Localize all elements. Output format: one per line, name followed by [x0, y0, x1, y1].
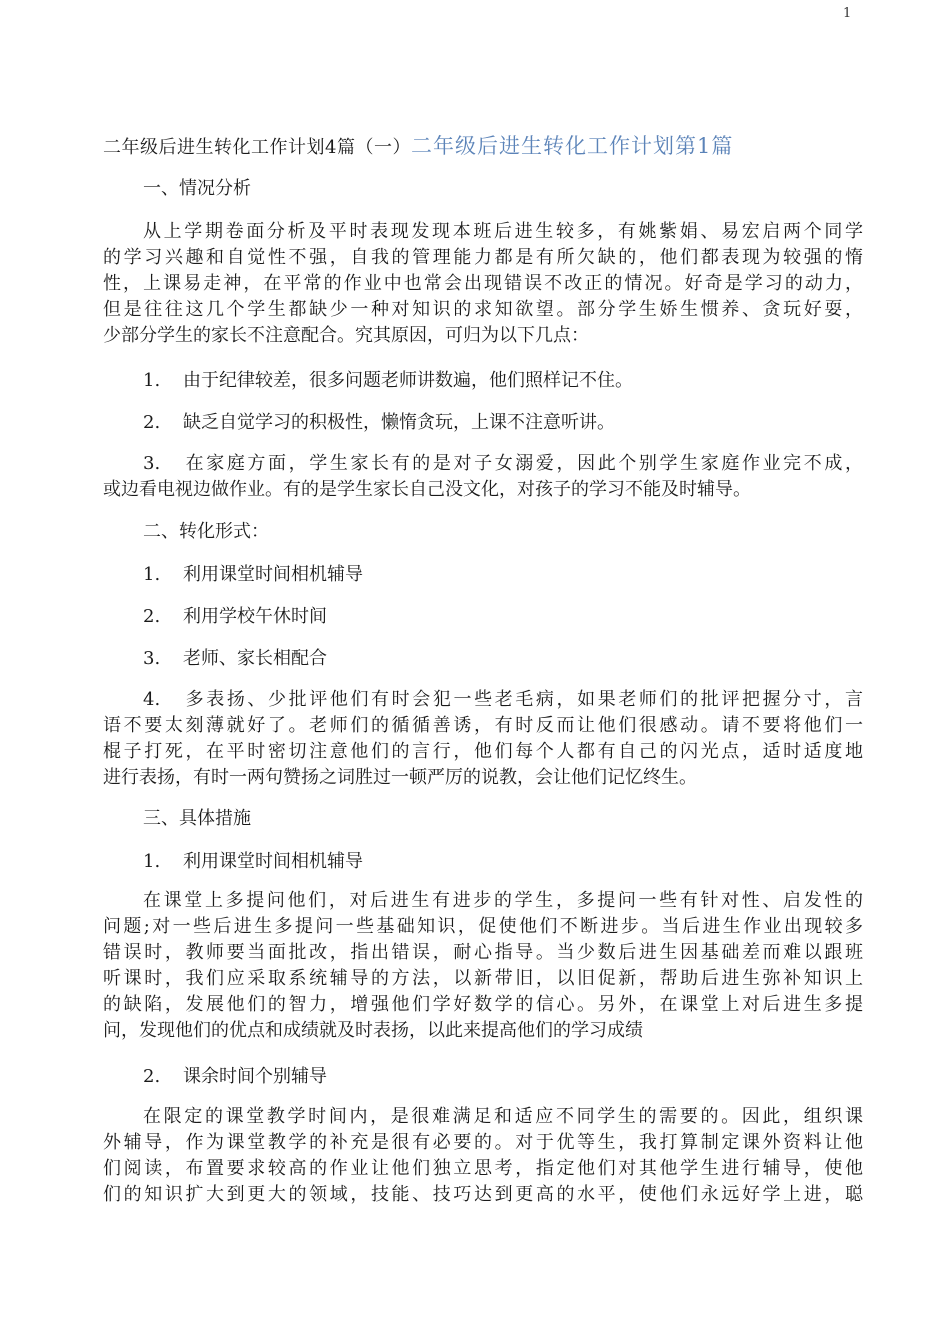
paragraph-line: 外辅导，作为课堂教学的补充是很有必要的。对于优等生，我打算制定课外资料让他 [103, 1132, 863, 1153]
paragraph-line: 错误时，教师要当面批改，指出错误，耐心指导。当少数后进生因基础差而难以跟班 [103, 942, 863, 963]
document-title [103, 130, 863, 160]
list-text: 在家庭方面，学生家长有的是对子女溺爱，因此个别学生家庭作业完不成， [183, 453, 863, 474]
list-number: 4. [143, 689, 161, 710]
list-item [143, 604, 327, 630]
list-text: 利用学校午休时间 [183, 606, 327, 627]
list-text: 多表扬、少批评他们有时会犯一些老毛病，如果老师们的批评把握分寸，言 [183, 689, 863, 710]
list-text: 由于纪律较差，很多问题老师讲数遍，他们照样记不住。 [183, 370, 633, 391]
list-item [143, 451, 863, 477]
section-heading-1: 一、情况分析 [143, 178, 251, 199]
paragraph-line: 问，发现他们的优点和成绩就及时表扬，以此来提高他们的学习成绩 [103, 1020, 643, 1041]
paragraph-line: 在限定的课堂教学时间内，是很难满足和适应不同学生的需要的。因此，组织课 [143, 1106, 863, 1127]
list-item [143, 1064, 327, 1090]
paragraph-line: 或边看电视边做作业。有的是学生家长自己没文化，对孩子的学习不能及时辅导。 [103, 479, 751, 500]
paragraph-line: 们阅读，布置要求较高的作业让他们独立思考，指定他们对其他学生进行辅导，使他 [103, 1158, 863, 1179]
list-number: 1. [143, 370, 161, 391]
list-number: 3. [143, 648, 161, 669]
title-prefix: 二年级后进生转化工作计划4篇（一） [103, 137, 411, 158]
page-number: 1 [843, 6, 852, 21]
list-item [143, 849, 363, 875]
paragraph-line: 问题;对一些后进生多提问一些基础知识，促使他们不断进步。当后进生作业出现较多 [103, 916, 863, 937]
list-number: 2. [143, 606, 161, 627]
paragraph-line: 听课时，我们应采取系统辅导的方法，以新带旧，以旧促新，帮助后进生弥补知识上 [103, 968, 863, 989]
list-item [143, 687, 863, 713]
list-number: 2. [143, 412, 161, 433]
paragraph-line: 们的知识扩大到更大的领域，技能、技巧达到更高的水平，使他们永远好学上进，聪 [103, 1184, 863, 1205]
paragraph-line: 棍子打死，在平时密切注意他们的言行，他们每个人都有自己的闪光点，适时适度地 [103, 741, 863, 762]
list-item [143, 646, 327, 672]
paragraph-line: 但是往往这几个学生都缺少一种对知识的求知欲望。部分学生娇生惯养、贪玩好耍， [103, 299, 863, 320]
list-number: 2. [143, 1066, 161, 1087]
section-heading-3: 三、具体措施 [143, 808, 251, 829]
list-number: 3. [143, 453, 161, 474]
list-text: 课余时间个别辅导 [183, 1066, 327, 1087]
paragraph-line: 少部分学生的家长不注意配合。究其原因，可归为以下几点： [103, 325, 589, 346]
list-item [143, 368, 633, 394]
paragraph-line: 从上学期卷面分析及平时表现发现本班后进生较多，有姚紫娟、易宏启两个同学 [143, 221, 863, 242]
list-number: 1. [143, 851, 161, 872]
section-heading-2: 二、转化形式： [143, 521, 269, 542]
list-number: 1. [143, 564, 161, 585]
paragraph-line: 在课堂上多提问他们，对后进生有进步的学生，多提问一些有针对性、启发性的 [143, 890, 863, 911]
list-text: 利用课堂时间相机辅导 [183, 564, 363, 585]
list-text: 利用课堂时间相机辅导 [183, 851, 363, 872]
paragraph-line: 的缺陷，发展他们的智力，增强他们学好数学的信心。另外，在课堂上对后进生多提 [103, 994, 863, 1015]
list-text: 缺乏自觉学习的积极性，懒惰贪玩，上课不注意听讲。 [183, 412, 615, 433]
title-main-heading: 二年级后进生转化工作计划第1篇 [410, 134, 734, 158]
paragraph-line: 的学习兴趣和自觉性不强，自我的管理能力都是有所欠缺的，他们都表现为较强的惰 [103, 247, 863, 268]
list-item [143, 410, 615, 436]
list-text: 老师、家长相配合 [183, 648, 327, 669]
paragraph-line: 语不要太刻薄就好了。老师们的循循善诱，有时反而让他们很感动。请不要将他们一 [103, 715, 863, 736]
list-item [143, 562, 363, 588]
paragraph-line: 性，上课易走神，在平常的作业中也常会出现错误不改正的情况。好奇是学习的动力， [103, 273, 863, 294]
paragraph-line: 进行表扬，有时一两句赞扬之词胜过一顿严厉的说教，会让他们记忆终生。 [103, 767, 697, 788]
